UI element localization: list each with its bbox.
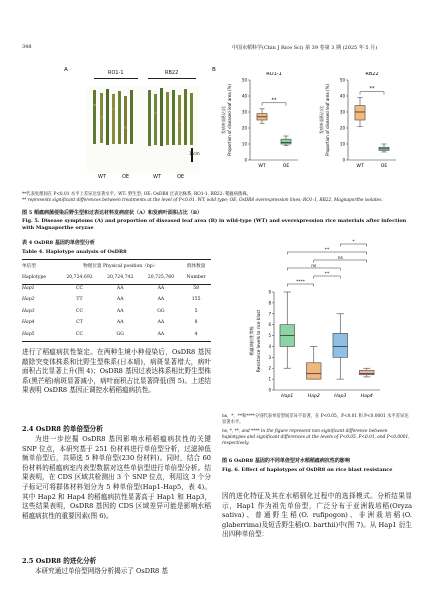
box-hap3 [333, 333, 348, 357]
table-row [22, 306, 211, 317]
x-tick-label: WT [356, 164, 364, 169]
left-paragraph-3: 本研究通过单倍型网络分析揭示了 OsDR8 基 [35, 567, 168, 575]
table-cell: AA [116, 320, 124, 326]
table-cell: AA [157, 331, 165, 337]
x-tick-label: OE [380, 164, 388, 169]
table-cell: 8 [194, 320, 198, 326]
fig5-note-en: ** represents significant differences between treatments at the level of P<0.01. WT, wild type; OE, OsDR8 overexpression lines; RO1-1, RB22, Magnaporthe isolates. [22, 198, 383, 203]
panel-a-label: A [64, 67, 68, 73]
panel-a-wt-label: WT [98, 174, 106, 180]
fig6-chart [222, 238, 412, 410]
box-oe [281, 139, 291, 144]
table-cell: Hap1 [22, 285, 35, 291]
y-axis-label-cn: 稻瘟病抗性等级 [249, 326, 254, 356]
table-cell: CT [76, 320, 83, 326]
fig6-caption-en: Fig. 6. Effect of haplotypes of OsDR8 on rice blast resistance [222, 467, 393, 473]
y-tick-label: 0 [342, 157, 345, 163]
y-tick-label: 4 [268, 343, 271, 349]
table-cell: AA [116, 297, 124, 303]
table-cell: AA [157, 297, 165, 303]
y-tick-label: 20 [339, 125, 345, 131]
table-header-row [22, 271, 211, 282]
fig6-note-en: ns, *, **, and **** in the figure represent non-significant difference between haplotypes and significant differences at the levels of P<0.05, P<0.01, and P<0.0001, respectively. [222, 429, 410, 446]
box-hap4 [359, 370, 374, 374]
table-header-cell: Number [186, 274, 206, 280]
y-tick-label: 7 [268, 311, 271, 317]
table-cell: 155 [191, 297, 201, 303]
y-tick-label: 50 [339, 77, 345, 83]
table-cell: AA [116, 308, 124, 314]
y-tick-label: 50 [241, 77, 247, 83]
section-heading-2-5: 2.5 OsDR8 的进化分析 [22, 557, 97, 565]
fig5-caption-cn: 图 5 稻瘟病菌侵染后野生型和过表达材料发病症状（A）和发病叶面积占比（B） [22, 210, 203, 216]
left-paragraph-1: 进行了稻瘟病抗性鉴定。在两种生境小种侵染后，OsDR8 基因敲除突变体株系和比野生型株系(日本晴)，病斑显著增大，病叶面积占比显著上升(图 4)；OsDR8 基因过表达株系相比野生型株系(黑芒稻)病斑显著减小，病叶面积占比显著降低(图 5)。上述结果表明 OsDR8 基因正调控水稻稻瘟病抗性。 [22, 348, 211, 395]
y-tick-label: 40 [339, 93, 345, 99]
y-tick-label: 0 [268, 387, 271, 393]
panel-a-wt-label-2: WT [153, 174, 161, 180]
table4-title-cn: 表 4 OsDR8 基因的单倍型分析 [22, 240, 95, 246]
table-cell: Hap3 [22, 308, 35, 314]
table-row [22, 328, 211, 339]
significance-label: **** [296, 279, 305, 285]
table-header-cell: 物理位置 Physical position（bp） [83, 263, 158, 269]
table-cell: AA [157, 285, 165, 291]
right-paragraph-1: 因的进化特征及其在水稻驯化过程中的选择模式。分析结果显示，Hap1 作为祖先单倍型，广泛分布于亚洲栽培稻(Oryza sativa)、普通野生稻(O. rufipogon)、非洲栽培稻(O. glaberrima)及短舌野生稻(O. barthii)中(图 7)。从 Hap1 衍生出四种单倍型： [222, 492, 412, 539]
table4-mid-rule [22, 284, 211, 285]
fig5-chart [212, 72, 404, 194]
table-header-cell: 20,724,742 [107, 274, 134, 280]
significance-label: ns [311, 263, 317, 269]
table-header-cell: Haplotype [22, 274, 47, 280]
y-axis-label-cn: 发病叶面积占比 [319, 106, 324, 134]
table-cell: CC [76, 331, 84, 337]
table-cell: Hap4 [22, 320, 35, 326]
panel-a-oe-label: OE [122, 174, 130, 180]
chart-title: RO1-1 [266, 72, 282, 77]
table4-grid [22, 260, 211, 340]
table-cell: CC [76, 308, 84, 314]
chart-title: RB22 [365, 72, 379, 77]
y-axis-label-cn: 发病叶面积占比 [221, 106, 226, 134]
fig6-note-cn: ns，*，**和****分别代表单倍型间差异不显著，在 P<0.05，P<0.01 和 P<0.0001 水平差异达显著水平。 [222, 414, 409, 425]
x-tick-label: Hap3 [334, 394, 347, 399]
table-cell: 4 [194, 331, 198, 337]
panel-a-oe-label-2: OE [177, 174, 185, 180]
panel-a-rule1 [94, 78, 138, 79]
panel-a-group1: RO1-1 [108, 70, 124, 76]
scale-bar-label: 1 cm [189, 152, 200, 157]
x-tick-label: Hap2 [307, 394, 320, 399]
page-number: 348 [22, 44, 32, 50]
table-header-cell: 群体数量 [186, 263, 206, 269]
y-axis-label: Proportion of diseased leaf area (%) [325, 84, 330, 156]
significance-label: * [352, 239, 355, 245]
y-tick-label: 30 [339, 109, 345, 115]
table-header-row [22, 260, 211, 271]
leaf-photo [87, 86, 199, 173]
table-cell: 58 [193, 285, 200, 291]
y-axis-label: Proportion of diseased leaf area (%) [227, 84, 232, 156]
table4 [22, 260, 211, 340]
fig5-chart-area [212, 72, 404, 194]
table-row [22, 317, 211, 328]
table4-bottom-rule [22, 341, 211, 342]
table-cell: AA [116, 285, 124, 291]
y-tick-label: 20 [241, 125, 247, 131]
fig5-caption-en: Fig. 5. Disease symptoms (A) and proportion of diseased leaf area (B) in wild-type (WT) and overexpression rice materials after infection with Magnaporthe oryzae [22, 218, 407, 231]
x-tick-label: OE [282, 164, 290, 169]
y-tick-label: 0 [244, 157, 247, 163]
y-tick-label: 10 [339, 141, 345, 147]
y-tick-label: 3 [268, 354, 271, 360]
table-cell: AA [157, 320, 165, 326]
significance-label: ** [271, 97, 277, 104]
y-tick-label: 10 [241, 141, 247, 147]
y-tick-label: 8 [268, 300, 271, 306]
running-header: 中国水稻科学(Chin J Rice Sci) 第 39 卷第 3 期 (2025 年 5 月) [232, 45, 378, 51]
table-cell: 5 [194, 308, 198, 314]
fig5-note-cn: **代表处理间在 P<0.01 水平上差异达显著水平。WT: 野生型; OE: OsDR8 过表达株系; RO1-1, RB22: 稻瘟病菌株。 [22, 192, 251, 197]
significance-label: ** [324, 271, 330, 277]
table-cell: GG [116, 331, 124, 337]
x-tick-label: WT [258, 164, 266, 169]
y-tick-label: 9 [268, 289, 271, 295]
leaf-photo-image [87, 86, 199, 173]
significance-label: ** [324, 247, 330, 253]
left-paragraph-2: 为进一步挖掘 OsDR8 基因影响水稻稻瘟病抗性的关键 SNP 位点，本研究基于 251 份材料进行单倍型分析，过滤掉低频单倍型后，共筛选 5 种单倍型(230 份材料)。同时，结合 60 份材料的稻瘟病室内表型数据对这些单倍型进行单倍型分析。结果表明，在 CDS 区域共检测出 3 个 SNP 位点，利用这 3 个分子标记可将群体材料划分为 5 种单倍型(Hap1-Hap5，表 4)。其中 Hap2 和 Hap4 的稻瘟病抗性显著高于 Hap1 和 Hap3，这些结果表明，OsDR8 基因的 CDS 区域差异可能是影响水稻稻瘟病抗性的重要因素(图 6)。 [22, 435, 211, 520]
box-wt [355, 106, 365, 120]
table-cell: Hap5 [22, 331, 35, 337]
y-tick-label: 5 [268, 333, 271, 339]
fig6-chart-area [222, 238, 412, 410]
panel-a-rule2 [148, 78, 196, 79]
y-tick-label: 40 [241, 93, 247, 99]
x-tick-label: Hap1 [281, 394, 294, 399]
y-axis-label: Resistance levels to rice blast [256, 309, 261, 373]
y-tick-label: 30 [241, 109, 247, 115]
y-tick-label: 1 [268, 376, 271, 382]
y-tick-label: 2 [268, 365, 271, 371]
table-cell: GG [157, 308, 165, 314]
table-header-cell: 单倍型 [22, 263, 36, 269]
y-tick-label: 6 [268, 322, 271, 328]
table-row [22, 294, 211, 305]
box-hap2 [306, 363, 321, 379]
table-header-cell: 20,724,692 [66, 274, 93, 280]
significance-label: ns [337, 255, 343, 261]
section-heading-2-4: 2.4 OsDR8 的单倍型分析 [22, 425, 103, 433]
x-tick-label: Hap4 [360, 394, 373, 399]
table-cell: CC [76, 285, 84, 291]
table-header-cell: 20,725,760 [147, 274, 175, 280]
significance-label: ** [369, 86, 375, 93]
table-cell: Hap2 [22, 297, 35, 303]
table-cell: TT [76, 297, 83, 303]
table4-title-en: Table 4. Haplotype analysis of OsDR8 [22, 249, 127, 255]
panel-a-group2: RB22 [165, 70, 179, 76]
panel-b-label: B [212, 67, 216, 73]
fig6-caption-cn: 图 6 OsDR8 基因的不同单倍型对水稻稻瘟病抗性的影响 [222, 458, 350, 464]
